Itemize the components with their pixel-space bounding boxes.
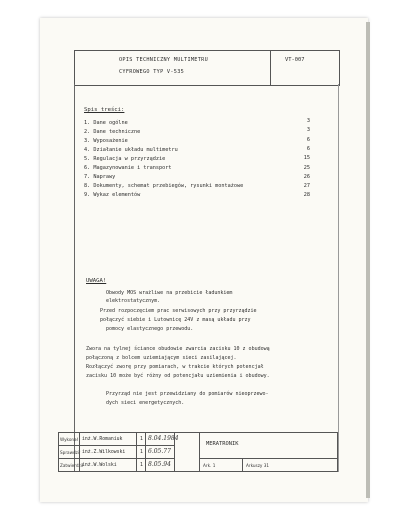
toc-item: 3. Wyposażenie (84, 138, 128, 144)
warning-line: dych sieci energetycznych. (106, 400, 185, 406)
sheets-count: 31 (263, 463, 270, 468)
footer-sign-cell-1 (145, 432, 179, 446)
title-line-1: OPIS TECHNICZNY MULTIMETRU (119, 57, 209, 63)
toc-item: 5. Regulacja w przyrządzie (84, 156, 166, 162)
toc-title: Spis treści: (84, 107, 125, 113)
toc-item: 1. Dane ogólne (84, 120, 128, 126)
sheet-cell (199, 458, 243, 472)
signature-3: 8.05.94 (148, 461, 171, 468)
toc-page-number: 3 (306, 118, 310, 124)
toc-page-number: 25 (303, 164, 310, 171)
footer-count-3: 1 (136, 458, 146, 472)
warning-line: pomocy elastycznego przewodu. (106, 326, 194, 332)
footer-name-1: inż.W.Romaniuk (79, 432, 137, 446)
toc-item: 8. Dokumenty, schemat przebiegów, rysunki montażowe (84, 183, 244, 189)
sheet-label: Ark. (203, 463, 212, 468)
toc-page-number: 3 (306, 127, 310, 134)
footer-blank-cell (174, 432, 200, 472)
footer-table (58, 432, 338, 472)
right-margin-line (338, 84, 339, 472)
warning-line: elektrostatycznym. (106, 298, 161, 304)
toc-item: 7. Naprawy (84, 174, 116, 180)
footer-sign-cell-2 (145, 445, 175, 459)
signature-2: 6.05.77 (148, 448, 171, 455)
page-edge-shadow (366, 22, 370, 498)
footer-sign-cell-3 (145, 458, 175, 472)
warning-line: połączyć siebie i Lutownicę 24V z masą układu przy (100, 317, 251, 323)
warning-line: zacisku 10 może być różny od potencjału uziemienia i obudowy. (86, 373, 270, 379)
warning-line: Przed rozpoczęciem prac serwisowych przy przyrządzie (100, 308, 257, 314)
footer-count-1: 1 (136, 432, 146, 446)
footer-name-3: inż.W.Wolski (79, 458, 137, 472)
toc-page-number: 27 (303, 183, 310, 190)
signature-1: 8.04.1984 (148, 435, 179, 442)
footer-label-2: Sprawdził (58, 445, 80, 459)
toc-page-number: 6 (306, 145, 310, 152)
title-line-2: CYFROWEGO TYP V-535 (119, 69, 185, 75)
doc-code-box (270, 50, 340, 86)
warning-line: Zwora na tylnej ściance obudowie zwarcia zacisku 10 z obudową (86, 346, 270, 352)
footer-company: MERATRONIK (199, 432, 338, 459)
toc-page-number: 15 (303, 155, 310, 162)
toc-item: 4. Działanie układu multimetru (84, 147, 178, 153)
warning-line: połączoną z bolcem uziemiającym sieci zasilającej. (86, 355, 237, 361)
toc-item: 9. Wykaz elementów (84, 192, 141, 198)
toc-page-number: 28 (303, 192, 310, 199)
left-margin-line (74, 84, 75, 472)
toc-item: 2. Dane techniczne (84, 129, 141, 135)
warning-line: Rozłączyć zworę przy pomiarach, w trakcie których potencjał (86, 364, 264, 370)
doc-code: VT-007 (285, 57, 305, 63)
sheets-label: Arkuszy (246, 463, 263, 468)
warning-heading: UWAGA! (86, 278, 107, 284)
title-block (74, 50, 271, 86)
toc-item: 6. Magazynowanie i transport (84, 165, 172, 171)
warning-line: Przyrząd nie jest przewidziany do pomiarów nieoprzewo- (106, 391, 269, 397)
toc-page-number: 6 (306, 136, 310, 143)
toc-page-number: 26 (303, 173, 310, 180)
warning-line: Obwody MOS wrażliwe na przebicie ładunkiem (106, 290, 233, 296)
footer-label-1: Wykonał (58, 432, 80, 446)
footer-name-2: inż.Z.Wilkowski (79, 445, 137, 459)
footer-count-2: 1 (136, 445, 146, 459)
sheets-cell (242, 458, 338, 472)
sheet-number: 1 (212, 463, 216, 468)
document-page (40, 18, 368, 502)
footer-label-3: Zatwierdził (58, 458, 80, 472)
